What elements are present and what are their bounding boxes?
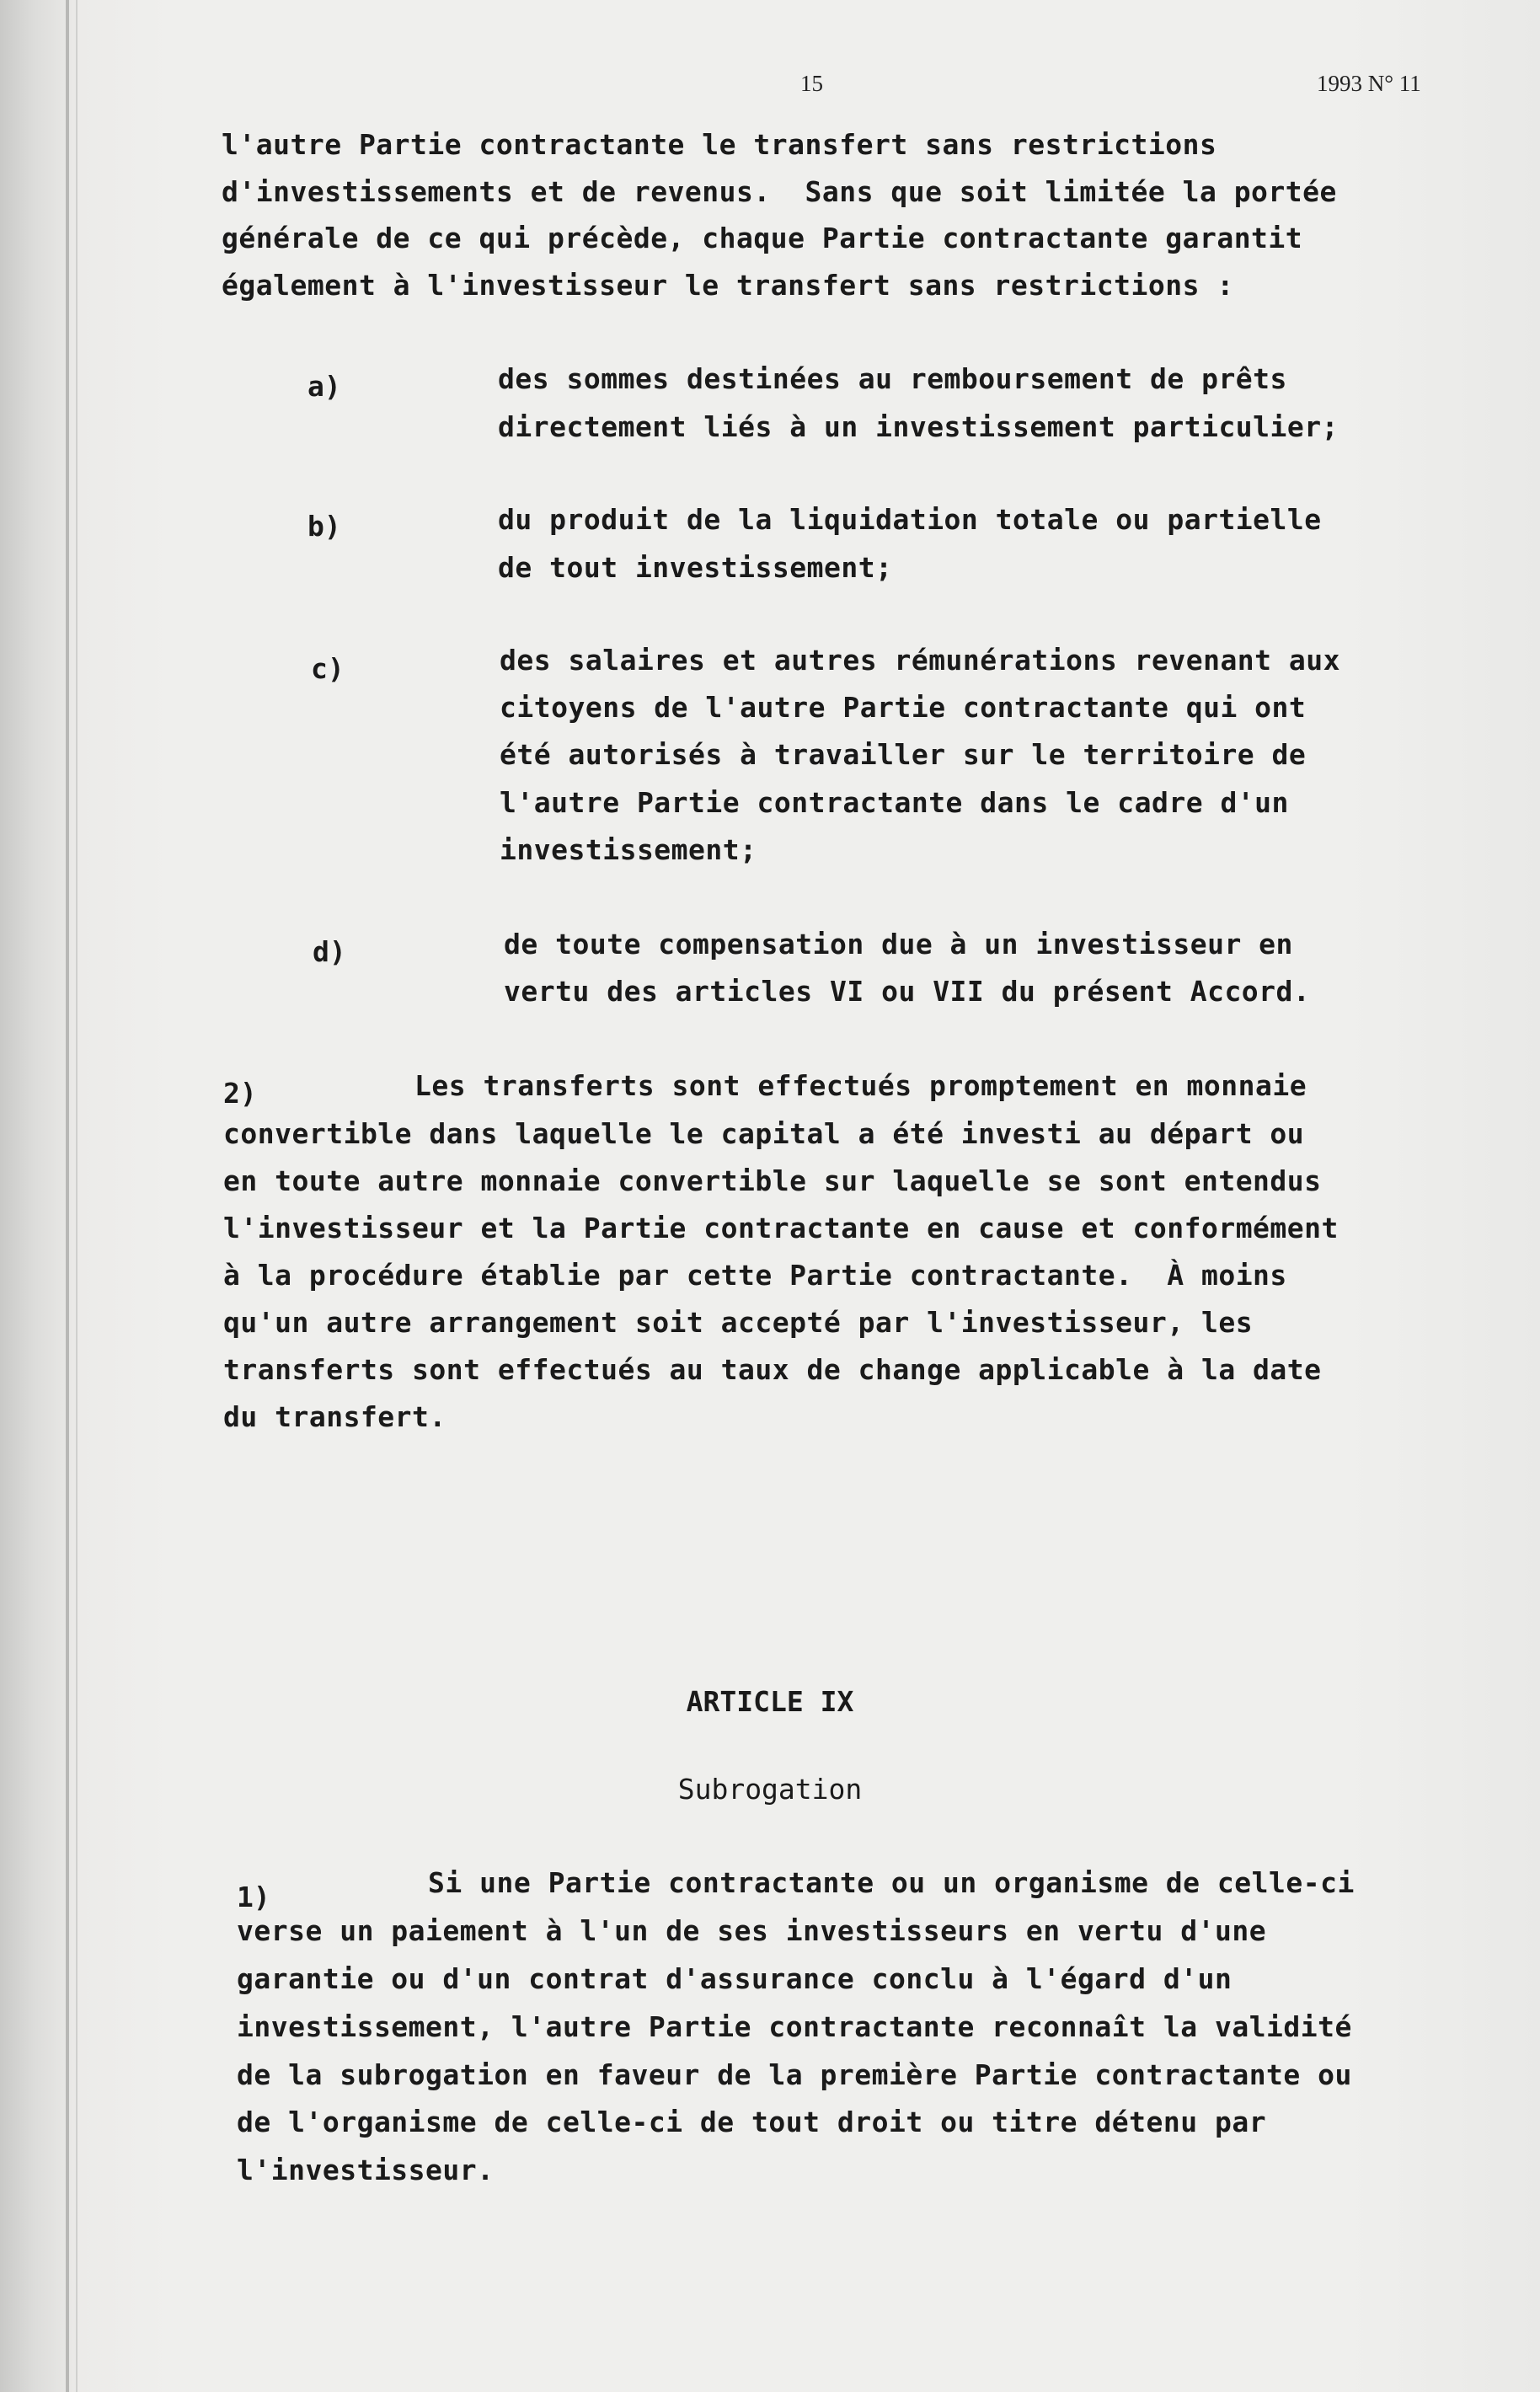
intro-line: d'investissements et de revenus. Sans que soit limitée la portée xyxy=(222,175,1337,208)
para-2-line: en toute autre monnaie convertible sur laquelle se sont entendus xyxy=(223,1164,1322,1197)
item-b-line: du produit de la liquidation totale ou partielle xyxy=(498,503,1322,536)
journal-reference: 1993 N° 11 xyxy=(1317,71,1421,96)
item-a-label: a) xyxy=(307,370,341,403)
article-subheading: Subrogation xyxy=(677,1773,863,1806)
para-2-line: Les transferts sont effectués promptement en monnaie xyxy=(414,1069,1307,1102)
item-b-line: de tout investissement; xyxy=(498,551,893,584)
article-heading: ARTICLE IX xyxy=(686,1685,854,1718)
subrogation-line: l'investisseur. xyxy=(237,2154,495,2186)
subrogation-para-1-label: 1) xyxy=(237,1881,270,1913)
subrogation-line: de l'organisme de celle-ci de tout droit ou titre détenu par xyxy=(237,2106,1267,2138)
page-number: 15 xyxy=(800,71,823,96)
para-2-line: transferts sont effectués au taux de change applicable à la date xyxy=(223,1353,1322,1386)
item-c-line: été autorisés à travailler sur le territoire de xyxy=(500,738,1307,771)
item-d-line: de toute compensation due à un investisseur en xyxy=(504,928,1293,961)
subrogation-line: investissement, l'autre Partie contractante reconnaît la validité xyxy=(237,2010,1352,2043)
intro-line: générale de ce qui précède, chaque Partie contractante garantit xyxy=(222,222,1303,254)
item-c-line: l'autre Partie contractante dans le cadre d'un xyxy=(500,786,1289,819)
binding-edge xyxy=(66,0,69,2392)
para-2-line: convertible dans laquelle le capital a été investi au départ ou xyxy=(223,1117,1305,1150)
item-d-line: vertu des articles VI ou VII du présent Accord. xyxy=(504,975,1311,1008)
subrogation-line: verse un paiement à l'un de ses investisseurs en vertu d'une xyxy=(237,1914,1267,1947)
item-c-line: des salaires et autres rémunérations revenant aux xyxy=(500,644,1341,677)
intro-line: également à l'investisseur le transfert sans restrictions : xyxy=(222,269,1234,302)
subrogation-line: garantie ou d'un contrat d'assurance conclu à l'égard d'un xyxy=(237,1962,1233,1995)
subrogation-line: de la subrogation en faveur de la première Partie contractante ou xyxy=(237,2058,1352,2091)
para-2-line: qu'un autre arrangement soit accepté par l'investisseur, les xyxy=(223,1306,1254,1339)
item-c-line: citoyens de l'autre Partie contractante qui ont xyxy=(500,691,1307,724)
para-2-line: à la procédure établie par cette Partie contractante. À moins xyxy=(223,1259,1287,1292)
item-a-line: des sommes destinées au remboursement de prêts xyxy=(498,362,1287,395)
subrogation-line: Si une Partie contractante ou un organisme de celle-ci xyxy=(428,1866,1355,1899)
item-c-label: c) xyxy=(311,652,345,685)
para-2-line: l'investisseur et la Partie contractante en cause et conformément xyxy=(223,1212,1339,1244)
item-c-line: investissement; xyxy=(500,833,757,866)
item-b-label: b) xyxy=(307,510,341,543)
para-2-line: du transfert. xyxy=(223,1400,446,1433)
binding-edge-inner xyxy=(76,0,78,2392)
para-2-label: 2) xyxy=(223,1077,257,1110)
item-d-label: d) xyxy=(313,935,346,968)
intro-line: l'autre Partie contractante le transfert sans restrictions xyxy=(222,128,1217,161)
item-a-line: directement liés à un investissement particulier; xyxy=(498,410,1339,443)
